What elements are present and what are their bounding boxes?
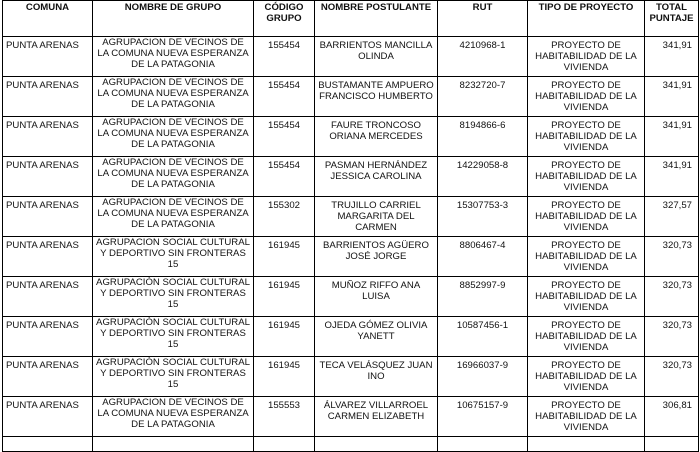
cell-codigo: 155302 bbox=[254, 197, 315, 237]
cell-total: 320,73 bbox=[645, 277, 699, 317]
cell-tipo: PROYECTO DE HABITABILIDAD DE LA VIVIENDA bbox=[528, 277, 645, 317]
cell-codigo: 161945 bbox=[254, 277, 315, 317]
table-row bbox=[3, 197, 699, 237]
cell-grupo: AGRUPACION DE VECINOS DE LA COMUNA NUEVA ESPERANZA DE LA PATAGONIA bbox=[93, 157, 254, 197]
cell-grupo: AGRUPACION DE VECINOS DE LA COMUNA NUEVA ESPERANZA DE LA PATAGONIA bbox=[93, 37, 254, 77]
header-total: TOTAL PUNTAJE bbox=[645, 1, 699, 37]
cell-nombre: FAURE TRONCOSO ORIANA MERCEDES bbox=[315, 117, 438, 157]
table-row-cutoff bbox=[3, 437, 699, 452]
cell-rut: 8232720-7 bbox=[438, 77, 528, 117]
table-row bbox=[3, 117, 699, 157]
table-row bbox=[3, 357, 699, 397]
cell-total: 341,91 bbox=[645, 117, 699, 157]
cell-nombre: TECA VELÁSQUEZ JUAN INO bbox=[315, 357, 438, 397]
cell-comuna: PUNTA ARENAS bbox=[3, 197, 93, 237]
table-row bbox=[3, 157, 699, 197]
cell-tipo: PROYECTO DE HABITABILIDAD DE LA VIVIENDA bbox=[528, 197, 645, 237]
cell-codigo: 155454 bbox=[254, 37, 315, 77]
cell-nombre: PASMAN HERNÁNDEZ JESSICA CAROLINA bbox=[315, 157, 438, 197]
cell-comuna: PUNTA ARENAS bbox=[3, 237, 93, 277]
cell-tipo: PROYECTO DE HABITABILIDAD DE LA VIVIENDA bbox=[528, 117, 645, 157]
cell-comuna: PUNTA ARENAS bbox=[3, 397, 93, 437]
cell-comuna: PUNTA ARENAS bbox=[3, 277, 93, 317]
cell-tipo: PROYECTO DE HABITABILIDAD DE LA VIVIENDA bbox=[528, 77, 645, 117]
header-grupo: NOMBRE DE GRUPO bbox=[93, 1, 254, 37]
cell-grupo: AGRUPACION SOCIAL CULTURAL Y DEPORTIVO SIN FRONTERAS 15 bbox=[93, 237, 254, 277]
table-row bbox=[3, 237, 699, 277]
cell-total: 327,57 bbox=[645, 197, 699, 237]
cell-total: 306,81 bbox=[645, 397, 699, 437]
cell-rut: 8194866-6 bbox=[438, 117, 528, 157]
cell-rut: 10587456-1 bbox=[438, 317, 528, 357]
cell-grupo: AGRUPACION DE VECINOS DE LA COMUNA NUEVA ESPERANZA DE LA PATAGONIA bbox=[93, 77, 254, 117]
cell-tipo: PROYECTO DE HABITABILIDAD DE LA VIVIENDA bbox=[528, 357, 645, 397]
cell-rut: 8806467-4 bbox=[438, 237, 528, 277]
cell-codigo: 161945 bbox=[254, 357, 315, 397]
table-row bbox=[3, 397, 699, 437]
cell-codigo: 161945 bbox=[254, 237, 315, 277]
table-row bbox=[3, 37, 699, 77]
header-nombre: NOMBRE POSTULANTE bbox=[315, 1, 438, 37]
cell-total: 341,91 bbox=[645, 157, 699, 197]
cell-codigo: 155454 bbox=[254, 77, 315, 117]
table-body bbox=[3, 37, 699, 452]
cell-rut: 8852997-9 bbox=[438, 277, 528, 317]
cell-rut: 14229058-8 bbox=[438, 157, 528, 197]
cell-comuna: PUNTA ARENAS bbox=[3, 37, 93, 77]
cell-nombre: OJEDA GÓMEZ OLIVIA YANETT bbox=[315, 317, 438, 357]
cell-total: 341,91 bbox=[645, 77, 699, 117]
cell-comuna: PUNTA ARENAS bbox=[3, 77, 93, 117]
cell-total: 341,91 bbox=[645, 37, 699, 77]
cell-comuna: PUNTA ARENAS bbox=[3, 317, 93, 357]
cell-tipo: PROYECTO DE HABITABILIDAD DE LA VIVIENDA bbox=[528, 157, 645, 197]
cell-total: 320,73 bbox=[645, 237, 699, 277]
cell-tipo: PROYECTO DE HABITABILIDAD DE LA VIVIENDA bbox=[528, 397, 645, 437]
table-header-row bbox=[3, 1, 699, 37]
cell-rut: 4210968-1 bbox=[438, 37, 528, 77]
cell-grupo: AGRUPACION DE VECINOS DE LA COMUNA NUEVA ESPERANZA DE LA PATAGONIA bbox=[93, 397, 254, 437]
cell-rut: 10675157-9 bbox=[438, 397, 528, 437]
cell-codigo: 155454 bbox=[254, 117, 315, 157]
cell-comuna: PUNTA ARENAS bbox=[3, 117, 93, 157]
cell-nombre: BUSTAMANTE AMPUERO FRANCISCO HUMBERTO bbox=[315, 77, 438, 117]
cell-grupo: AGRUPACIÓN SOCIAL CULTURAL Y DEPORTIVO SIN FRONTERAS 15 bbox=[93, 317, 254, 357]
cell-tipo: PROYECTO DE HABITABILIDAD DE LA VIVIENDA bbox=[528, 317, 645, 357]
cell-grupo: AGRUPACION DE VECINOS DE LA COMUNA NUEVA ESPERANZA DE LA PATAGONIA bbox=[93, 117, 254, 157]
cell-tipo: PROYECTO DE HABITABILIDAD DE LA VIVIENDA bbox=[528, 237, 645, 277]
header-comuna: COMUNA bbox=[3, 1, 93, 37]
cell-nombre: BARRIENTOS AGÜERO JOSÉ JORGE bbox=[315, 237, 438, 277]
cell-grupo: AGRUPACION DE VECINOS DE LA COMUNA NUEVA ESPERANZA DE LA PATAGONIA bbox=[93, 197, 254, 237]
table-row bbox=[3, 77, 699, 117]
cell-codigo: 155553 bbox=[254, 397, 315, 437]
cell-rut: 16966037-9 bbox=[438, 357, 528, 397]
cell-nombre: TRUJILLO CARRIEL MARGARITA DEL CARMEN bbox=[315, 197, 438, 237]
header-tipo: TIPO DE PROYECTO bbox=[528, 1, 645, 37]
cell-total: 320,73 bbox=[645, 357, 699, 397]
table-row bbox=[3, 277, 699, 317]
header-rut: RUT bbox=[438, 1, 528, 37]
cell-nombre: BARRIENTOS MANCILLA OLINDA bbox=[315, 37, 438, 77]
cell-comuna: PUNTA ARENAS bbox=[3, 357, 93, 397]
cell-rut: 15307753-3 bbox=[438, 197, 528, 237]
cell-nombre: ÁLVAREZ VILLARROEL CARMEN ELIZABETH bbox=[315, 397, 438, 437]
cell-codigo: 155454 bbox=[254, 157, 315, 197]
cell-grupo: AGRUPACIÓN SOCIAL CULTURAL Y DEPORTIVO SIN FRONTERAS 15 bbox=[93, 277, 254, 317]
header-codigo: CÓDIGO GRUPO bbox=[254, 1, 315, 37]
cell-total: 320,73 bbox=[645, 317, 699, 357]
cell-grupo: AGRUPACIÓN SOCIAL CULTURAL Y DEPORTIVO SIN FRONTERAS 15 bbox=[93, 357, 254, 397]
cell-comuna: PUNTA ARENAS bbox=[3, 157, 93, 197]
cell-codigo: 161945 bbox=[254, 317, 315, 357]
cell-nombre: MUÑOZ RIFFO ANA LUISA bbox=[315, 277, 438, 317]
table-row bbox=[3, 317, 699, 357]
cell-tipo: PROYECTO DE HABITABILIDAD DE LA VIVIENDA bbox=[528, 37, 645, 77]
results-table bbox=[2, 0, 699, 452]
